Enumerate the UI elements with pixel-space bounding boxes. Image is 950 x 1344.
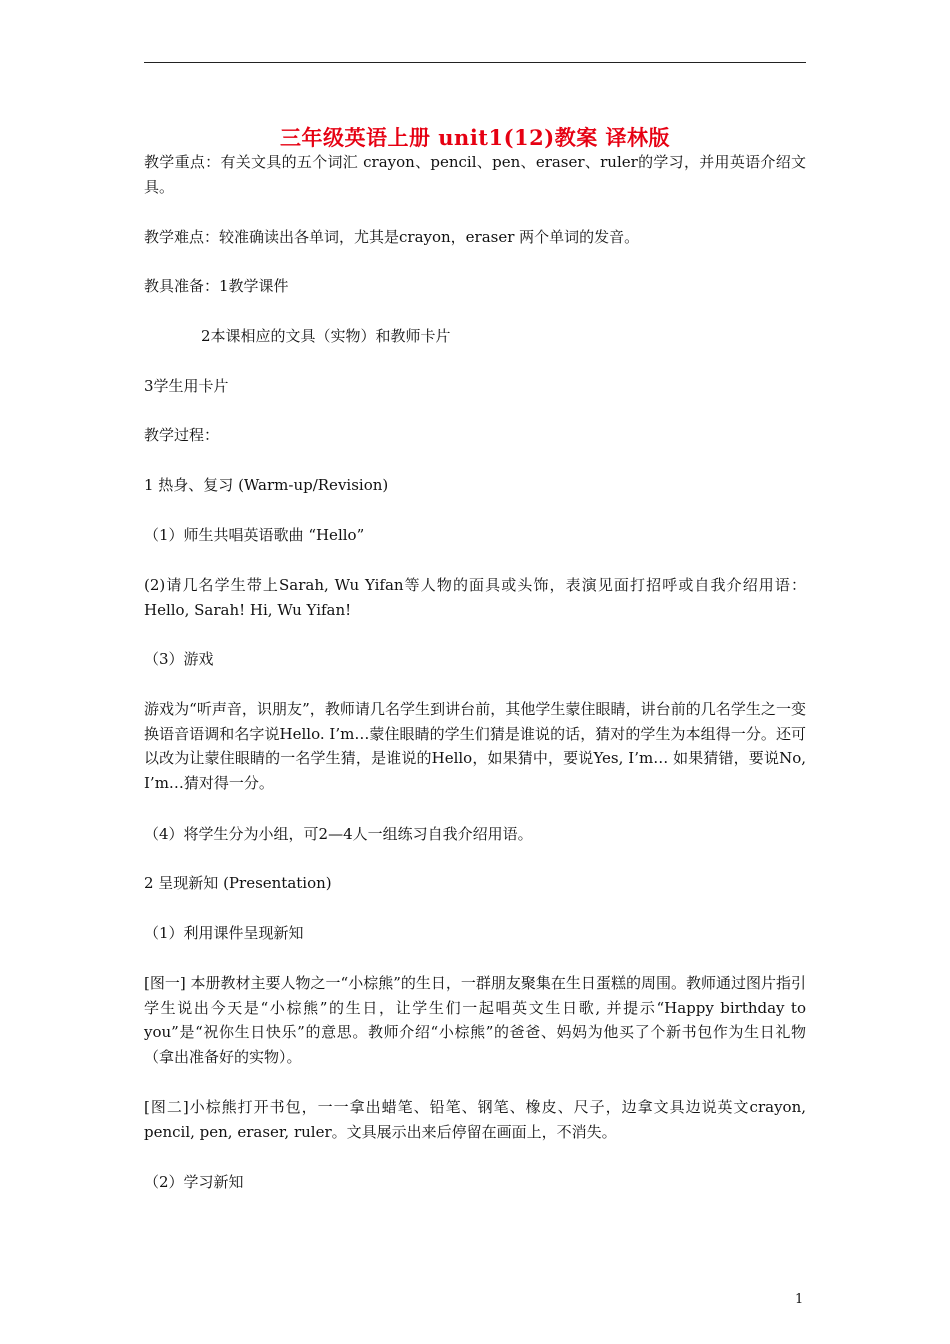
para-section-2: 2 呈现新知 (Presentation): [144, 874, 332, 892]
para-step-1-3: （3）游戏: [144, 650, 214, 668]
para-teaching-focus: 教学重点：有关文具的五个词汇 crayon、pencil、pen、eraser、ruler的学习，并用英语介绍文具。: [144, 153, 806, 196]
para-materials-2: 2本课相应的文具（实物）和教师卡片: [201, 327, 451, 345]
para-step-2-1: （1）利用课件呈现新知: [144, 924, 304, 942]
para-teaching-difficulty: 教学难点：较准确读出各单词，尤其是crayon，eraser 两个单词的发音。: [144, 228, 640, 246]
para-figure-1: [图一] 本册教材主要人物之一“小棕熊”的生日，一群朋友聚集在生日蛋糕的周围。教师通过图片指引学生说出今天是“小棕熊”的生日，让学生们一起唱英文生日歌, 并提示“Happy birthday to you”是“祝你生日快乐”的意思。教师介绍“小棕熊”的爸爸、妈妈为他买了个新书包作为生日礼物（拿出准备好的实物）。: [144, 974, 806, 1066]
page-number: 1: [795, 1292, 804, 1307]
para-materials: 教具准备：1教学课件: [144, 277, 289, 295]
para-materials-3: 3学生用卡片: [144, 377, 229, 395]
document-title: 三年级英语上册 unit1(12)教案 译林版: [279, 125, 671, 150]
header-rule: [144, 62, 806, 63]
para-step-1-1: （1）师生共唱英语歌曲 “Hello”: [144, 526, 365, 544]
para-figure-2: [图二]小棕熊打开书包，一一拿出蜡笔、铅笔、钢笔、橡皮、尺子，边拿文具边说英文crayon, pencil, pen, eraser, ruler。文具展示出来后停留在画面上，不消失。: [144, 1098, 806, 1141]
para-step-1-4: （4）将学生分为小组，可2—4人一组练习自我介绍用语。: [144, 825, 533, 843]
para-step-2-2: （2）学习新知: [144, 1173, 244, 1191]
para-process-heading: 教学过程：: [144, 426, 220, 444]
para-section-1: 1 热身、复习 (Warm-up/Revision): [144, 476, 389, 494]
para-step-1-2: (2)请几名学生带上Sarah, Wu Yifan等人物的面具或头饰，表演见面打招呼或自我介绍用语：Hello, Sarah! Hi, Wu Yifan!: [144, 576, 806, 619]
para-game-description: 游戏为“听声音，识朋友”，教师请几名学生到讲台前，其他学生蒙住眼睛，讲台前的几名学生之一变换语音语调和名字说Hello. I’m…蒙住眼睛的学生们猜是谁说的话，猜对的学生为本组得一分。还可以改为让蒙住眼睛的一名学生猜，是谁说的Hello，如果猜中，要说Yes, I’m… 如果猜错，要说No, I’m…猜对得一分。: [144, 700, 806, 792]
